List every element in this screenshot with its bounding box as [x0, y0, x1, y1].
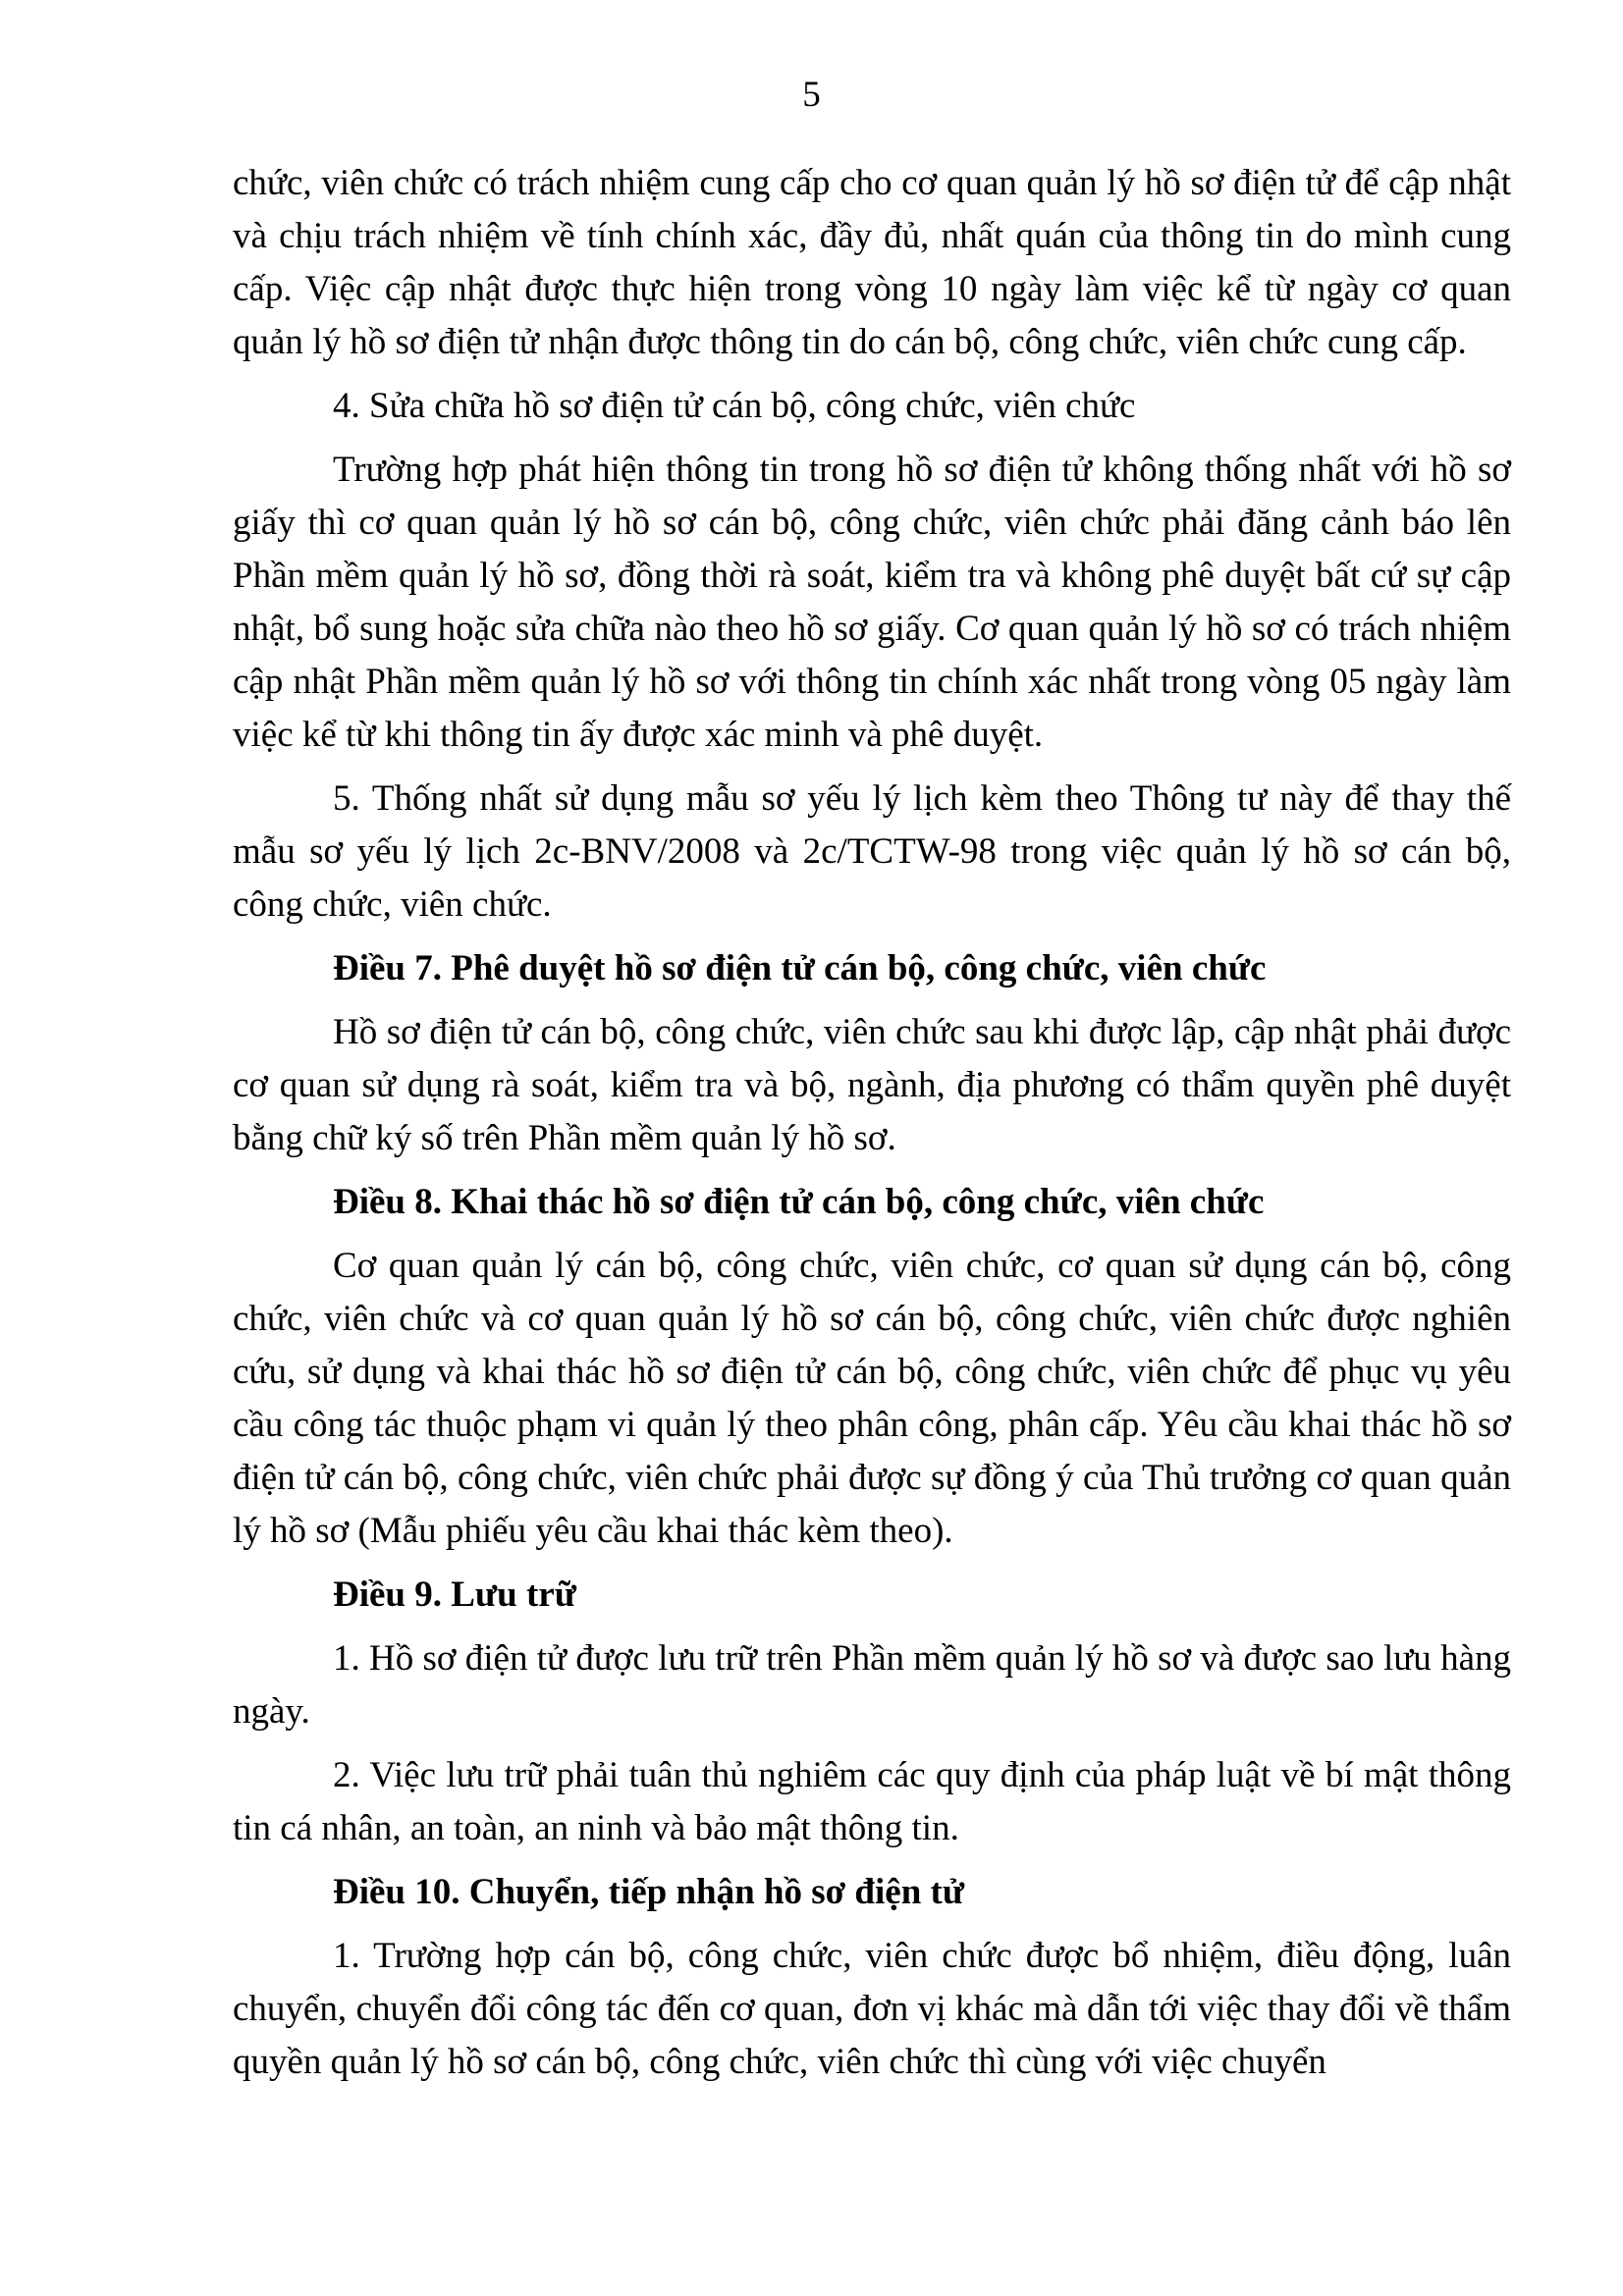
clause-1: 1. Hồ sơ điện tử được lưu trữ trên Phần mềm quản lý hồ sơ và được sao lưu hàng ngày.: [233, 1638, 1511, 1732]
clause-2: 2. Việc lưu trữ phải tuân thủ nghiêm các quy định của pháp luật về bí mật thông tin cá nhân, an toàn, an ninh và bảo mật thông tin.: [233, 1755, 1511, 1848]
article-8-heading: Điều 8. Khai thác hồ sơ điện tử cán bộ, công chức, viên chức: [333, 1182, 1265, 1222]
article-7-heading: Điều 7. Phê duyệt hồ sơ điện tử cán bộ, công chức, viên chức: [333, 948, 1267, 988]
paragraph-continuation: chức, viên chức có trách nhiệm cung cấp cho cơ quan quản lý hồ sơ điện tử để cập nhật và chịu trách nhiệm về tính chính xác, đầy đủ, nhất quán của thông tin do mình cung cấp. Việc cập nhật được thực hiện trong vòng 10 ngày làm việc kể từ ngày cơ quan quản lý hồ sơ điện tử nhận được thông tin do cán bộ, công chức, viên chức cung cấp.: [233, 163, 1511, 362]
paragraph: Hồ sơ điện tử cán bộ, công chức, viên chức sau khi được lập, cập nhật phải được cơ quan sử dụng rà soát, kiểm tra và bộ, ngành, địa phương có thẩm quyền phê duyệt bằng chữ ký số trên Phần mềm quản lý hồ sơ.: [233, 1012, 1511, 1158]
article-10-heading: Điều 10. Chuyển, tiếp nhận hồ sơ điện tử: [333, 1872, 965, 1912]
paragraph: Cơ quan quản lý cán bộ, công chức, viên chức, cơ quan sử dụng cán bộ, công chức, viên chức và cơ quan quản lý hồ sơ cán bộ, công chức, viên chức được nghiên cứu, sử dụng và khai thác hồ sơ điện tử cán bộ, công chức, viên chức để phục vụ yêu cầu công tác thuộc phạm vi quản lý theo phân công, phân cấp. Yêu cầu khai thác hồ sơ điện tử cán bộ, công chức, viên chức phải được sự đồng ý của Thủ trưởng cơ quan quản lý hồ sơ (Mẫu phiếu yêu cầu khai thác kèm theo).: [233, 1246, 1511, 1551]
article-9-heading: Điều 9. Lưu trữ: [333, 1575, 576, 1615]
clause-5: 5. Thống nhất sử dụng mẫu sơ yếu lý lịch kèm theo Thông tư này để thay thế mẫu sơ yếu lý lịch 2c-BNV/2008 và 2c/TCTW-98 trong việc quản lý hồ sơ cán bộ, công chức, viên chức.: [233, 778, 1511, 925]
document-body: [233, 157, 1511, 2100]
clause-1: 1. Trường hợp cán bộ, công chức, viên chức được bổ nhiệm, điều động, luân chuyển, chuyển đổi công tác đến cơ quan, đơn vị khác mà dẫn tới việc thay đổi về thẩm quyền quản lý hồ sơ cán bộ, công chức, viên chức thì cùng với việc chuyển: [233, 1936, 1511, 2082]
clause-4-title: 4. Sửa chữa hồ sơ điện tử cán bộ, công chức, viên chức: [333, 386, 1136, 426]
paragraph: Trường hợp phát hiện thông tin trong hồ sơ điện tử không thống nhất với hồ sơ giấy thì cơ quan quản lý hồ sơ cán bộ, công chức, viên chức phải đăng cảnh báo lên Phần mềm quản lý hồ sơ, đồng thời rà soát, kiểm tra và không phê duyệt bất cứ sự cập nhật, bổ sung hoặc sửa chữa nào theo hồ sơ giấy. Cơ quan quản lý hồ sơ có trách nhiệm cập nhật Phần mềm quản lý hồ sơ với thông tin chính xác nhất trong vòng 05 ngày làm việc kể từ khi thông tin ấy được xác minh và phê duyệt.: [233, 450, 1511, 755]
page-number: 5: [802, 75, 821, 115]
